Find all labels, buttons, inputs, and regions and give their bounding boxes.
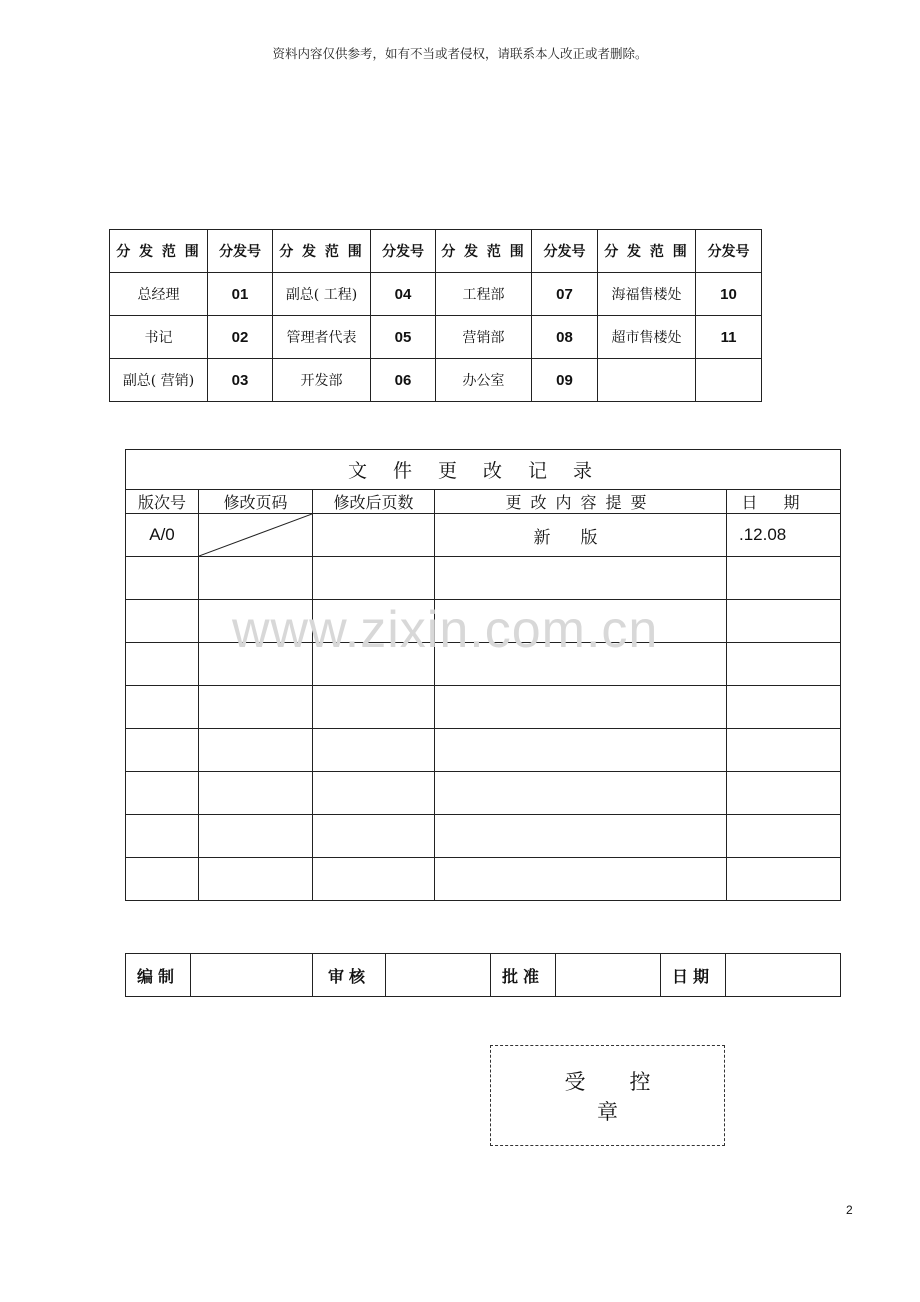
scope-cell: 书记	[110, 316, 208, 359]
scope-cell: 副总( 工程)	[273, 273, 371, 316]
change-record-header-row	[126, 490, 841, 514]
column-header-date: 日期	[727, 490, 841, 514]
version-cell	[126, 686, 199, 729]
date-cell	[727, 600, 841, 643]
distribution-table	[109, 229, 762, 402]
review-label: 审核	[313, 954, 386, 997]
distribution-row	[110, 316, 762, 359]
change-record-row	[126, 643, 841, 686]
controlled-stamp-label: 受控章	[564, 1070, 695, 1124]
pages-cell	[199, 557, 313, 600]
scope-cell: 副总( 营销)	[110, 359, 208, 402]
compile-field[interactable]	[191, 954, 313, 997]
date-cell	[727, 643, 841, 686]
summary-cell	[435, 643, 727, 686]
page-count-cell	[313, 686, 435, 729]
diagonal-line	[199, 514, 312, 556]
signature-table	[125, 953, 841, 997]
change-record-row	[126, 557, 841, 600]
number-cell: 05	[371, 316, 436, 359]
change-record-row	[126, 514, 841, 557]
pages-cell	[199, 686, 313, 729]
approve-label: 批准	[491, 954, 556, 997]
number-cell: 03	[208, 359, 273, 402]
page-count-cell	[313, 643, 435, 686]
version-cell	[126, 815, 199, 858]
number-cell: 09	[532, 359, 598, 402]
summary-cell	[435, 729, 727, 772]
scope-cell: 办公室	[436, 359, 532, 402]
diagonal-cell	[199, 514, 313, 557]
version-cell	[126, 643, 199, 686]
date-cell	[727, 858, 841, 901]
change-record-title-row	[126, 450, 841, 490]
number-cell: 08	[532, 316, 598, 359]
scope-cell: 海福售楼处	[598, 273, 696, 316]
date-cell	[727, 686, 841, 729]
header-scope: 分 发 范 围	[110, 230, 208, 273]
approve-field[interactable]	[556, 954, 661, 997]
version-cell	[126, 557, 199, 600]
pages-cell	[199, 643, 313, 686]
header-scope: 分 发 范 围	[436, 230, 532, 273]
column-header-version: 版次号	[126, 490, 199, 514]
page-count-cell	[313, 557, 435, 600]
version-cell	[126, 858, 199, 901]
number-cell: 10	[696, 273, 762, 316]
compile-label: 编制	[126, 954, 191, 997]
change-record-row	[126, 600, 841, 643]
change-record-row	[126, 858, 841, 901]
page-count-cell	[313, 729, 435, 772]
distribution-row	[110, 273, 762, 316]
scope-cell: 管理者代表	[273, 316, 371, 359]
page-number: 2	[846, 1203, 853, 1217]
number-cell: 01	[208, 273, 273, 316]
summary-cell	[435, 686, 727, 729]
page-count-cell	[313, 600, 435, 643]
date-cell	[727, 557, 841, 600]
summary-cell	[435, 600, 727, 643]
distribution-row	[110, 359, 762, 402]
scope-cell	[598, 359, 696, 402]
change-record-row	[126, 729, 841, 772]
summary-cell	[435, 815, 727, 858]
date-cell: .12.08	[727, 514, 841, 557]
scope-cell: 开发部	[273, 359, 371, 402]
signature-row	[126, 954, 841, 997]
change-record-row	[126, 815, 841, 858]
header-number: 分发号	[696, 230, 762, 273]
pages-cell	[199, 600, 313, 643]
header-scope: 分 发 范 围	[598, 230, 696, 273]
version-cell	[126, 600, 199, 643]
number-cell	[696, 359, 762, 402]
date-label: 日期	[661, 954, 726, 997]
scope-cell: 总经理	[110, 273, 208, 316]
number-cell: 11	[696, 316, 762, 359]
version-cell	[126, 772, 199, 815]
number-cell: 04	[371, 273, 436, 316]
disclaimer-text: 资料内容仅供参考，如有不当或者侵权，请联系本人改正或者删除。	[272, 46, 648, 61]
change-record-title: 文件更改记录	[126, 450, 841, 490]
number-cell: 06	[371, 359, 436, 402]
column-header-page-count: 修改后页数	[313, 490, 435, 514]
summary-cell	[435, 772, 727, 815]
pages-cell	[199, 772, 313, 815]
distribution-header-row	[110, 230, 762, 273]
page-count-cell	[313, 772, 435, 815]
summary-cell: 新版	[435, 514, 727, 557]
summary-cell	[435, 858, 727, 901]
date-cell	[727, 729, 841, 772]
version-cell: A/0	[126, 514, 199, 557]
summary-cell	[435, 557, 727, 600]
page-count-cell	[313, 858, 435, 901]
header-number: 分发号	[208, 230, 273, 273]
watermark-text: www.zixin.com.cn	[232, 601, 659, 659]
scope-cell: 工程部	[436, 273, 532, 316]
page-count-cell	[313, 815, 435, 858]
header-scope: 分 发 范 围	[273, 230, 371, 273]
controlled-stamp-box	[490, 1045, 725, 1146]
scope-cell: 营销部	[436, 316, 532, 359]
header-number: 分发号	[371, 230, 436, 273]
change-record-row	[126, 686, 841, 729]
date-cell	[727, 815, 841, 858]
page-count-cell	[313, 514, 435, 557]
header-number: 分发号	[532, 230, 598, 273]
scope-cell: 超市售楼处	[598, 316, 696, 359]
date-cell	[727, 772, 841, 815]
version-cell	[126, 729, 199, 772]
column-header-pages: 修改页码	[199, 490, 313, 514]
review-field[interactable]	[386, 954, 491, 997]
pages-cell	[199, 729, 313, 772]
change-record-table	[125, 449, 841, 901]
date-field[interactable]	[726, 954, 841, 997]
pages-cell	[199, 815, 313, 858]
column-header-summary: 更改内容提要	[435, 490, 727, 514]
number-cell: 07	[532, 273, 598, 316]
change-record-row	[126, 772, 841, 815]
pages-cell	[199, 858, 313, 901]
number-cell: 02	[208, 316, 273, 359]
